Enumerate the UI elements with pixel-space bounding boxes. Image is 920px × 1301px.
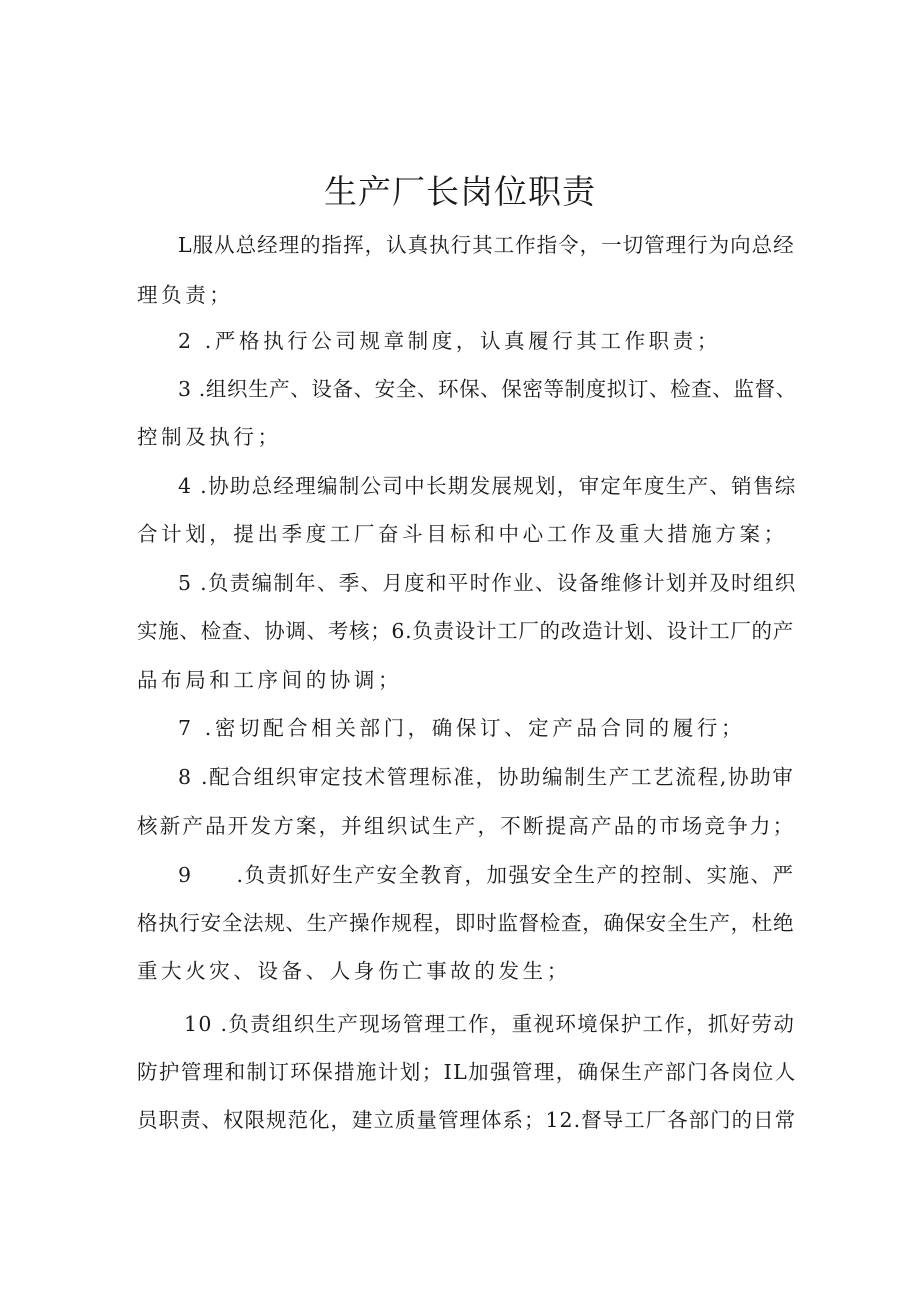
document-title: 生产厂长岗位职责	[324, 172, 596, 211]
text-line: 10 .负责组织生产现场管理工作，重视环境保护工作，抓好劳动	[184, 1012, 796, 1036]
text-line: 控制及执行；	[137, 425, 282, 449]
text-line: 5 .负责编制年、季、月度和平时作业、设备维修计划并及时组织	[178, 571, 797, 595]
text-line: 7 .密切配合相关部门，确保订、定产品合同的履行；	[178, 716, 746, 740]
text-line: 4 .协助总经理编制公司中长期发展规划，审定年度生产、销售综	[178, 474, 797, 498]
text-line: 9 .负责抓好生产安全教育，加强安全生产的控制、实施、严	[178, 863, 795, 887]
text-line: 核新产品开发方案，并组织试生产，不断提高产品的市场竞争力；	[137, 814, 796, 838]
text-line: 格执行安全法规、生产操作规程，即时监督检查，确保安全生产，杜绝	[137, 911, 795, 935]
text-line: 8 .配合组织审定技术管理标准，协助编制生产工艺流程,协助审	[178, 765, 795, 789]
text-line: L服从总经理的指挥，认真执行其工作指令，一切管理行为向总经	[178, 233, 795, 257]
text-line: 重大火灾、设备、人身伤亡事故的发生；	[137, 959, 571, 983]
text-line: 理负责；	[137, 283, 234, 307]
text-line: 实施、检查、协调、考核；6.负责设计工厂的改造计划、设计工厂的产	[137, 619, 794, 643]
text-line: 2 .严格执行公司规章制度，认真履行其工作职责；	[178, 329, 721, 353]
text-line: 防护管理和制订环保措施计划；IL加强管理，确保生产部门各岗位人	[137, 1060, 797, 1084]
text-line: 品布局和工序间的协调；	[137, 668, 403, 692]
text-line: 员职责、权限规范化，建立质量管理体系；12.督导工厂各部门的日常	[137, 1108, 797, 1132]
text-line: 3 .组织生产、设备、安全、环保、保密等制度拟订、检查、监督、	[178, 377, 797, 401]
text-line: 合计划，提出季度工厂奋斗目标和中心工作及重大措施方案；	[137, 522, 788, 546]
